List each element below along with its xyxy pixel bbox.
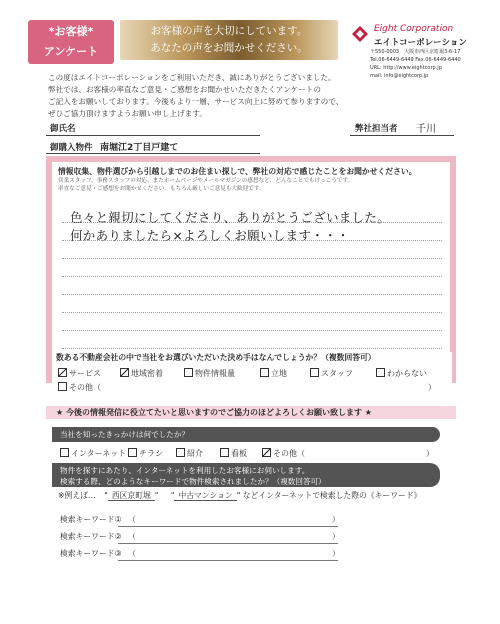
staff-label: 弊社担当者 xyxy=(355,124,398,134)
example-prefix: ※例えば… xyxy=(58,491,96,500)
checkbox-icon xyxy=(128,448,137,457)
checkbox-icon xyxy=(376,368,385,377)
checkbox-icon xyxy=(60,448,69,457)
address-line: URL: http://www.eightcorp.jp xyxy=(370,65,442,71)
keyword-question-line1: 物件を探すにあたり、インターネットを利用したお客様にお伺いします。 xyxy=(60,466,310,475)
option-label: その他（ xyxy=(69,383,101,392)
property-label: 御購入物件 xyxy=(50,143,93,153)
handwritten-answer-line: 何かありましたら×よろしくお願いします・・・ xyxy=(70,228,350,243)
source-question-title: 当社を知ったきっかけは何でしたか？ xyxy=(60,430,190,439)
writing-line xyxy=(62,222,442,223)
option-location[interactable] xyxy=(260,368,287,379)
keyword-paren-close: ） xyxy=(332,515,340,524)
handwritten-answer-line: 色々と親切にしてくださり、ありがとうございました。 xyxy=(70,210,391,225)
keyword-question-line2: 検索する際、どのようなキーワードで物件検索されましたか？（複数回答可） xyxy=(60,477,326,486)
checkbox-icon xyxy=(58,382,67,391)
logo-mark-icon xyxy=(352,26,368,42)
option-label: 物件情報量 xyxy=(195,369,235,378)
option-label: 看板 xyxy=(231,449,247,458)
option-service[interactable] xyxy=(58,368,101,379)
intro-text xyxy=(48,72,378,120)
checkbox-checked-icon xyxy=(120,368,129,377)
writing-line xyxy=(62,294,442,295)
info-bar xyxy=(46,406,456,419)
comment-question xyxy=(58,166,444,193)
intro-line: 弊社では、お客様の率直なご意見・ご感想をお聞かせいただきたくアンケートの xyxy=(48,85,321,94)
keyword-input-1[interactable] xyxy=(118,526,338,527)
comment-sub1: 営業スタッフ、事務スタッフの対応、またホームページやメールマガジンの感想など、どんなことでもけっこうです。 xyxy=(58,178,354,184)
example-quote-open: " xyxy=(104,491,108,500)
address-line: 〒550-0003 大阪市西区京町堀3-6-17 xyxy=(370,49,461,55)
keyword-input-2[interactable] xyxy=(118,543,338,544)
source-other-close: ） xyxy=(426,449,434,458)
writing-line xyxy=(62,276,442,277)
staff-field[interactable] xyxy=(350,135,454,136)
header-banner xyxy=(120,20,338,60)
keyword-paren-open: （ xyxy=(128,515,136,524)
option-unknown[interactable] xyxy=(376,368,427,379)
comment-title: 情報収集、物件選びから引越しまでのお住まい探しで、弊社の対応で感じたことをお聞かせください。 xyxy=(58,167,417,176)
reason-question xyxy=(52,352,452,402)
example-keyword: 中古マンション xyxy=(174,491,236,501)
logo-english: Eight Corporation xyxy=(374,24,454,34)
intro-line: ご記入をお願いしております。今後もより一層、サービス向上に努めて参りますので、 xyxy=(48,97,344,106)
option-other-close: ） xyxy=(428,383,436,392)
address-line: mail: info@eightcorp.jp xyxy=(370,73,429,79)
checkbox-icon xyxy=(260,368,269,377)
option-label: スタッフ xyxy=(321,369,353,378)
survey-badge xyxy=(28,20,114,64)
option-label: チラシ xyxy=(139,449,163,458)
example-keyword: 西区京町堀 xyxy=(108,491,155,501)
comment-sub2: 率直なご意見・ご感想をお聞かせください。もちろん厳しいご意見も大歓迎です。 xyxy=(58,186,265,192)
keyword-paren-close: ） xyxy=(332,532,340,541)
keyword-label: 検索キーワード③ xyxy=(60,549,122,558)
option-label: その他（ xyxy=(273,449,305,458)
writing-line xyxy=(62,312,442,313)
property-value: 南堀江2丁目戸建て xyxy=(100,143,179,153)
reason-title: 数ある不動産会社の中で当社をお選びいただいた決め手はなんでしょうか？（複数回答可） xyxy=(56,353,376,362)
checkbox-icon xyxy=(310,368,319,377)
badge-line2: アンケート xyxy=(43,45,99,58)
source-other[interactable] xyxy=(262,448,305,459)
address-line: Tel.06-6449-6449 Fax.06-6449-6440 xyxy=(370,57,461,63)
logo-japanese: エイトコーポレーション xyxy=(374,38,467,48)
option-label: サービス xyxy=(69,369,101,378)
example-quote-open: " xyxy=(170,491,175,500)
option-label: わからない xyxy=(387,369,427,378)
option-other[interactable] xyxy=(58,382,101,393)
source-signboard[interactable] xyxy=(220,448,247,459)
option-label: 地域密着 xyxy=(131,369,163,378)
checkbox-icon xyxy=(220,448,229,457)
property-field[interactable] xyxy=(46,153,260,154)
writing-line xyxy=(62,330,442,331)
option-listings[interactable] xyxy=(184,368,235,379)
source-flyer[interactable] xyxy=(128,448,163,459)
keyword-label: 検索キーワード① xyxy=(60,515,122,524)
keyword-input-3[interactable] xyxy=(118,560,338,561)
source-internet[interactable] xyxy=(60,448,126,459)
checkbox-checked-icon xyxy=(262,448,271,457)
checkbox-icon xyxy=(176,448,185,457)
source-question-bar xyxy=(52,427,440,442)
keyword-row-2[interactable] xyxy=(60,531,340,542)
intro-line: ぜひご協力頂けますようお願い申し上げます。 xyxy=(48,109,207,118)
keyword-paren-close: ） xyxy=(332,549,340,558)
checkbox-checked-icon xyxy=(58,368,67,377)
option-label: 紹介 xyxy=(187,449,203,458)
keyword-paren-open: （ xyxy=(128,532,136,541)
option-label: インターネット xyxy=(71,449,127,458)
writing-line xyxy=(62,348,442,349)
keyword-paren-open: （ xyxy=(128,549,136,558)
comment-box xyxy=(46,156,456,383)
keyword-row-3[interactable] xyxy=(60,548,340,559)
name-field[interactable] xyxy=(46,135,260,136)
example-quote-close: " xyxy=(236,491,241,500)
keyword-label: 検索キーワード② xyxy=(60,532,122,541)
name-label: 御氏名 xyxy=(50,124,76,134)
banner-line2: あなたの声をお聞かせください。 xyxy=(150,42,308,54)
source-referral[interactable] xyxy=(176,448,203,459)
checkbox-icon xyxy=(184,368,193,377)
company-address xyxy=(370,48,461,80)
option-local[interactable] xyxy=(120,368,163,379)
info-bar-text: ★ 今後の情報発信に役立てたいと思いますのでご協力のほどよろしくお願い致します ★ xyxy=(56,408,372,417)
option-staff[interactable] xyxy=(310,368,353,379)
keyword-example xyxy=(58,490,421,501)
example-suffix: などインターネットで検索した際の《キーワード》 xyxy=(242,491,422,500)
example-quote-close: " xyxy=(154,491,159,500)
writing-line xyxy=(62,240,442,241)
staff-value: 千川 xyxy=(416,124,436,135)
writing-line xyxy=(62,258,442,259)
badge-line1: *お客様* xyxy=(48,25,94,38)
keyword-question-bar xyxy=(52,463,440,487)
option-label: 立地 xyxy=(271,369,287,378)
intro-line: この度はエイトコーポレーションをご利用いただき、誠にありがとうございました。 xyxy=(48,73,336,82)
keyword-row-1[interactable] xyxy=(60,514,340,525)
banner-line1: お客様の声を大切にしています。 xyxy=(150,25,308,37)
